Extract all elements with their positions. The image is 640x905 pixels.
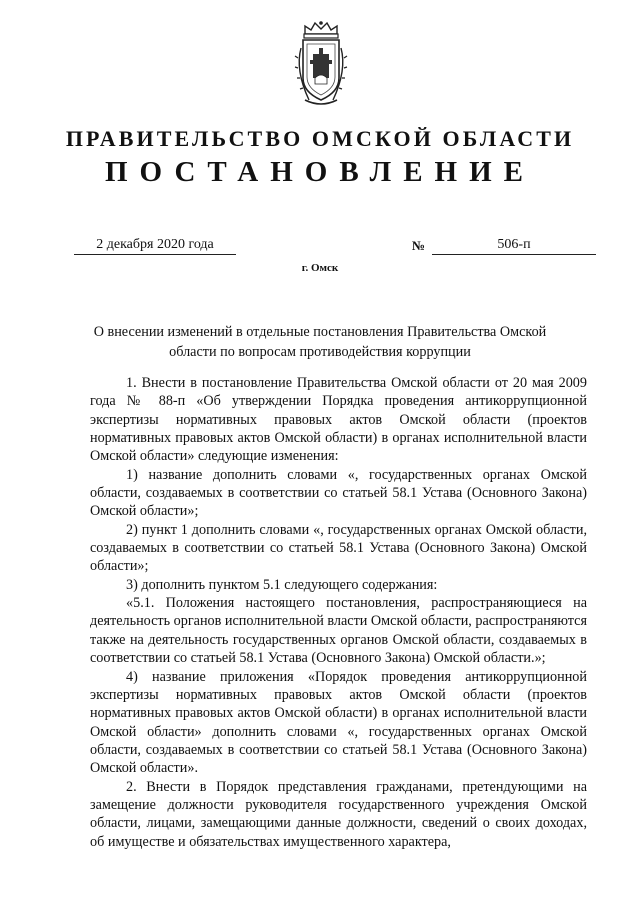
omsk-coat-of-arms-icon xyxy=(291,20,351,108)
document-number: 506-п xyxy=(432,236,596,255)
paragraph-3: 2) пункт 1 дополнить словами «, государственных органах Омской области, создаваемых в соответствии со статьей 58.1 Устава (Основного Закона) Омской области»; xyxy=(90,521,587,575)
paragraph-2: 1) название дополнить словами «, государственных органах Омской области, создаваемых в соответствии со статьей 58.1 Устава (Основного Закона) Омской области»; xyxy=(90,466,587,520)
paragraph-4: 3) дополнить пунктом 5.1 следующего содержания: xyxy=(126,576,438,593)
document-date: 2 декабря 2020 года xyxy=(74,236,236,255)
organization-name: ПРАВИТЕЛЬСТВО ОМСКОЙ ОБЛАСТИ xyxy=(65,126,575,151)
document-type: ПОСТАНОВЛЕНИЕ xyxy=(104,156,535,188)
paragraph-6: 4) название приложения «Порядок проведения антикоррупционной экспертизы нормативных правовых актов Омской области (проектов нормативных правовых актов Омской области) в органах исполнительной власти Омской области» дополнить словами «, государственных органах Омской области, создаваемых в соответствии со статьей 58.1 Устава (Основного Закона) Омской области». xyxy=(90,668,587,777)
paragraph-1: 1. Внести в постановление Правительства Омской области от 20 мая 2009 года № 88-п «Об утверждении Порядка проведения антикоррупционной экспертизы нормативных правовых актов Омской области (проектов нормативных правовых актов Омской области) в органах исполнительной власти Омской области» следующие изменения: xyxy=(90,375,587,465)
document-title: О внесении изменений в отдельные постановления Правительства Омской области по вопросам противодействия коррупции xyxy=(93,324,547,360)
city-name: г. Омск xyxy=(301,262,339,274)
number-label: № xyxy=(412,238,426,253)
document-body xyxy=(90,374,587,851)
paragraph-7: 2. Внести в Порядок представления гражданами, претендующими на замещение должности руководителя государственного учреждения Омской области, лицами, замещающими данные должности, сведений о своих доходах, об имуществе и обязательствах имущественного характера, xyxy=(90,778,587,850)
paragraph-5: «5.1. Положения настоящего постановления, распространяющиеся на деятельность органов исполнительной власти Омской области, распространяются также на деятельность государственных органов Омской области, создаваемых в соответствии со статьей 58.1 Устава (Основного Закона) Омской области.»; xyxy=(90,595,587,667)
